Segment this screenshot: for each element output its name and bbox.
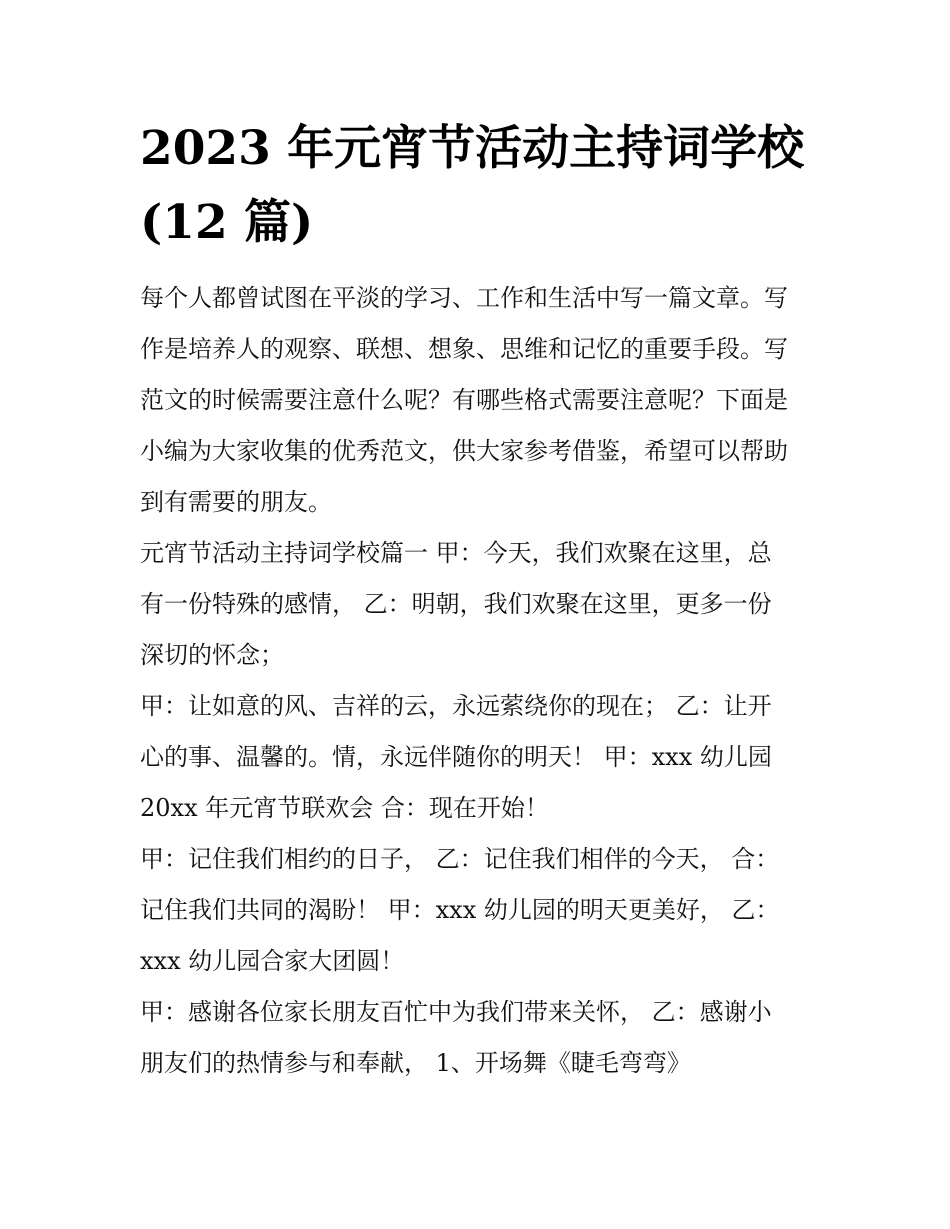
body-line: 到有需要的朋友。 [140,488,332,516]
body-line: 范文的时候需要注意什么呢？有哪些格式需要注意呢？下面是 [140,386,788,414]
body-line: 每个人都曾试图在平淡的学习、工作和生活中写一篇文章。写 [140,284,788,312]
body-line: 心的事、温馨的。情，永远伴随你的明天！ 甲：xxx 幼儿园 [140,743,772,771]
body-line: 作是培养人的观察、联想、想象、思维和记忆的重要手段。写 [140,335,788,363]
document-title [140,112,820,260]
body-line: 甲：感谢各位家长朋友百忙中为我们带来关怀， 乙：感谢小 [140,998,772,1026]
body-line: 小编为大家收集的优秀范文，供大家参考借鉴，希望可以帮助 [140,437,788,465]
document-body [140,273,820,1089]
title-line-2: (12 篇) [140,195,314,250]
body-line: 深切的怀念； [140,641,284,669]
body-line: 20xx 年元宵节联欢会 合：现在开始！ [140,794,549,822]
body-line: 元宵节活动主持词学校篇一 甲：今天，我们欢聚在这里，总 [140,539,772,567]
body-line: 记住我们共同的渴盼！ 甲：xxx 幼儿园的明天更美好， 乙： [140,896,780,924]
body-line: xxx 幼儿园合家大团圆！ [140,947,405,975]
body-line: 甲：让如意的风、吉祥的云，永远萦绕你的现在； 乙：让开 [140,692,772,720]
title-line-1: 2023 年元宵节活动主持词学校 [140,121,805,176]
body-line: 朋友们的热情参与和奉献， 1、开场舞《睫毛弯弯》 [140,1049,691,1077]
body-line: 有一份特殊的感情， 乙：明朝，我们欢聚在这里，更多一份 [140,590,772,618]
body-line: 甲：记住我们相约的日子， 乙：记住我们相伴的今天， 合： [140,845,780,873]
